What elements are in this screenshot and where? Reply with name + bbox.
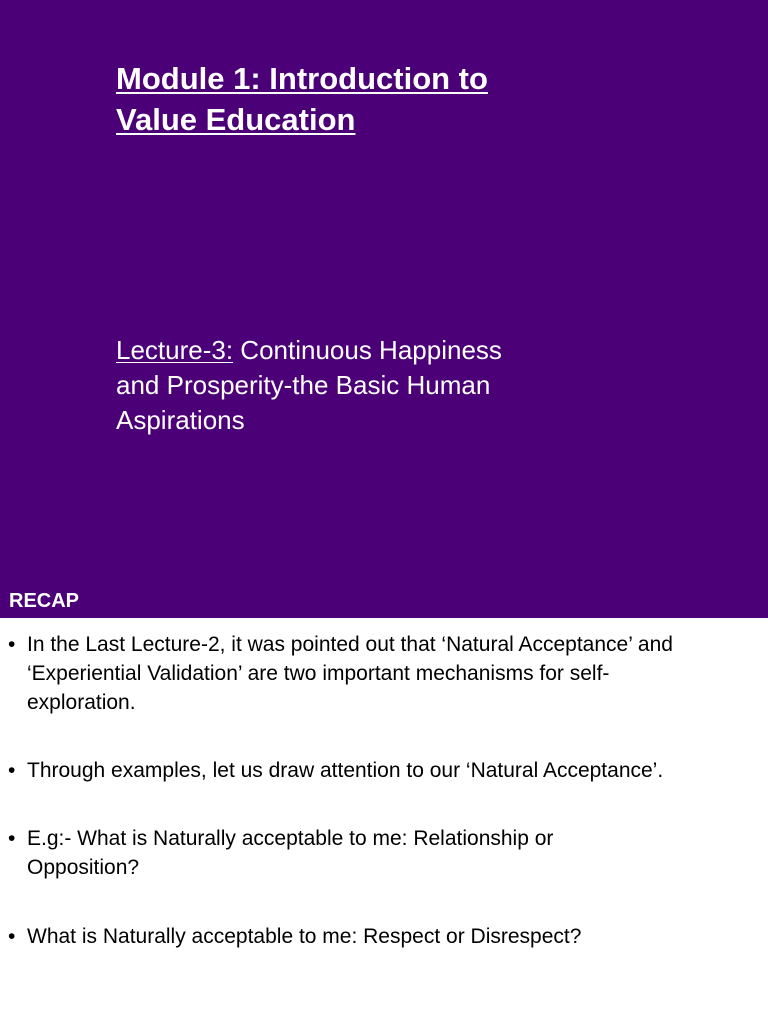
module-title-line: Module 1: Introduction to bbox=[116, 61, 488, 96]
list-item bbox=[0, 922, 760, 951]
list-item bbox=[0, 756, 760, 785]
list-item-line: In the Last Lecture-2, it was pointed out that ‘Natural Acceptance’ and bbox=[27, 633, 673, 656]
bullet-icon: • bbox=[8, 925, 16, 948]
lecture-line bbox=[116, 333, 636, 368]
lecture-label: Lecture-3: bbox=[116, 335, 234, 365]
lecture-line: and Prosperity-the Basic Human bbox=[116, 370, 491, 400]
list-item bbox=[0, 630, 760, 717]
list-item-line: Through examples, let us draw attention to our ‘Natural Acceptance’. bbox=[27, 759, 664, 782]
recap-title: RECAP bbox=[9, 590, 80, 612]
bullet-icon: • bbox=[8, 633, 16, 656]
list-item bbox=[0, 824, 760, 882]
list-item-line: Opposition? bbox=[27, 856, 140, 879]
module-title-line: Value Education bbox=[116, 102, 356, 137]
list-item-line: E.g:- What is Naturally acceptable to me: Relationship or bbox=[27, 827, 554, 850]
bullet-icon: • bbox=[8, 827, 16, 850]
list-item-line: What is Naturally acceptable to me: Respect or Disrespect? bbox=[27, 925, 582, 948]
lecture-subtitle bbox=[116, 333, 636, 438]
list-item-line: ‘Experiential Validation’ are two important mechanisms for self- bbox=[27, 662, 610, 685]
recap-header bbox=[0, 580, 768, 618]
lecture-line: Aspirations bbox=[116, 405, 245, 435]
module-title bbox=[116, 58, 716, 140]
lecture-line-text: Continuous Happiness bbox=[233, 335, 502, 365]
bullet-icon: • bbox=[8, 759, 16, 782]
list-item-line: exploration. bbox=[27, 691, 136, 714]
